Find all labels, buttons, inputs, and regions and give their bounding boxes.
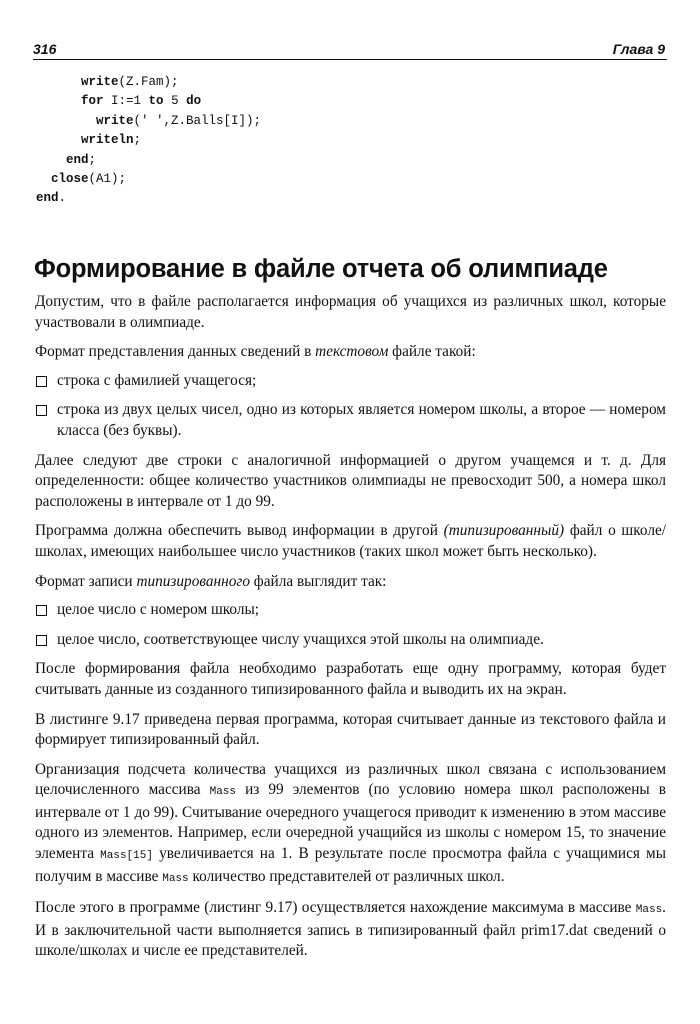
inline-code: Mass	[162, 872, 189, 885]
checkbox-bullet-icon	[36, 376, 47, 387]
paragraph: Формат записи типизированного файла выглядит так:	[35, 572, 387, 590]
list-item: строка из двух целых чисел, одно из которых является номером школы, а второе — номером класса (без буквы).	[35, 400, 666, 441]
paragraph: В листинге 9.17 приведена первая программа, которая считывает данные из текстового файла и формирует типизированный файл.	[35, 710, 666, 749]
paragraph: После формирования файла необходимо разработать еще одну программу, которая будет считывать данные из созданного типизированного файла и выводить их на экран.	[35, 660, 666, 698]
code-line: for I:=1 to 5 do	[81, 94, 202, 109]
code-line: close(A1);	[51, 172, 127, 187]
body-text	[35, 292, 666, 971]
checkbox-bullet-icon	[36, 405, 47, 416]
inline-code: Mass[15]	[100, 850, 153, 863]
code-line: write(' ',Z.Balls[I]);	[96, 113, 262, 128]
checkbox-bullet-icon	[36, 635, 47, 646]
code-line: write(Z.Fam);	[81, 75, 179, 89]
section-title: Формирование в файле отчета об олимпиаде	[34, 255, 608, 283]
list-item: целое число, соответствующее числу учащихся этой школы на олимпиаде.	[35, 630, 666, 651]
inline-code: Mass	[209, 786, 237, 799]
list-item: строка с фамилией учащегося;	[35, 371, 666, 392]
code-line: writeln;	[81, 133, 142, 148]
paragraph: Далее следуют две строки с аналогичной информацией о другом учащемся и т. д. Для определенности: общее количество участников олимпиады не превосходит 500, а номера школ расположены в интервале от 1 до 99.	[35, 451, 666, 510]
header-rule	[33, 59, 667, 60]
page-header	[33, 41, 665, 59]
list-item: целое число с номером школы;	[35, 600, 666, 621]
chapter-label: Глава 9	[612, 41, 665, 57]
paragraph: Допустим, что в файле располагается информация об учащихся из различных школ, которые участвовали в олимпиаде.	[35, 293, 666, 331]
code-line: end.	[36, 191, 67, 206]
paragraph: После этого в программе (листинг 9.17) осуществляется нахождение максимума в массиве Mass. И в заключительной части выполняется запись в типизированный файл prim17.dat сведений о школе/школах и числе ее представителей.	[35, 899, 666, 960]
paragraph: Организация подсчета количества учащихся из различных школ связана с использованием целочисленного массива Mass из 99 элементов (по условию номера школ расположены в интервале от 1 до 99). Считывание очередного учащегося приводит к изменению в этом массиве одного из элементов. Например, если очередной учащийся из школы с номером 15, то значение элемента Mass[15] увеличивается на 1. В результате после просмотра файла с учащимися мы получим в массиве Mass количество представителей от различных школ.	[35, 760, 666, 885]
inline-code: Mass	[635, 904, 663, 917]
code-line: end;	[66, 152, 97, 167]
paragraph: Программа должна обеспечить вывод информации в другой (типизированный) файл о школе/школах, имеющих наибольшее число участников (таких школ может быть несколько).	[35, 522, 666, 560]
code-listing	[36, 73, 261, 209]
checkbox-bullet-icon	[36, 605, 47, 616]
page-number: 316	[33, 41, 57, 57]
paragraph: Формат представления данных сведений в текстовом файле такой:	[35, 343, 476, 361]
